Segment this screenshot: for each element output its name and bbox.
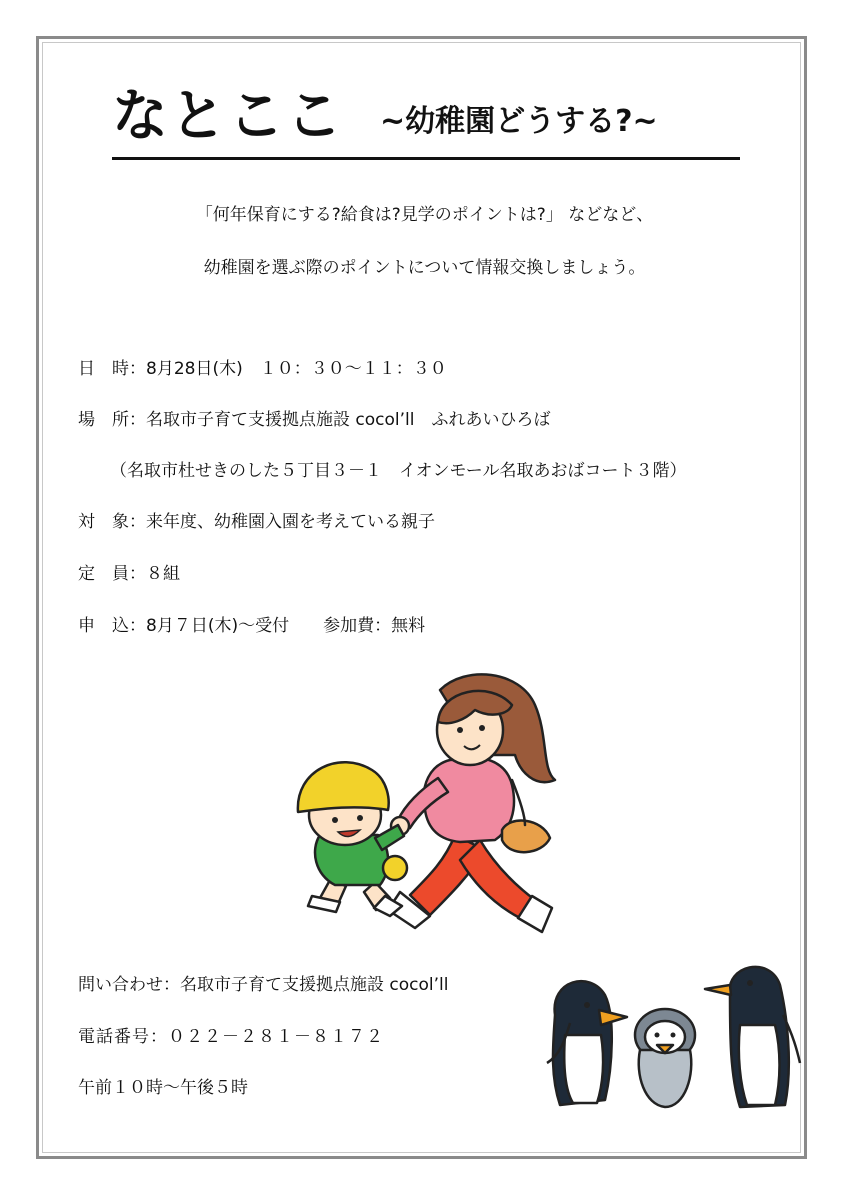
intro-line-1: 「何年保育にする?給食は?見学のポイントは?」 などなど、	[195, 205, 654, 225]
contact-hours: 午前１０時～午後５時	[78, 1078, 248, 1098]
mother-and-child-illustration	[280, 660, 570, 950]
intro-line-2: 幼稚園を選ぶ際のポイントについて情報交換しましょう。	[203, 258, 646, 278]
detail-capacity: 定 員：８組	[78, 564, 180, 584]
title-block	[112, 86, 740, 160]
detail-date: 日 時：8月28日(木) １０：３０～１１：３０	[78, 359, 447, 379]
contact-phone: 電話番号：０２２－２８１－８１７２	[78, 1027, 384, 1047]
contact-inquiry: 問い合わせ：名取市子育て支援拠点施設 cocol’ll	[78, 975, 449, 995]
detail-apply: 申 込：8月７日(木)～受付 参加費：無料	[78, 616, 426, 636]
page-title: なとここ	[112, 84, 344, 149]
detail-target: 対 象：来年度、幼稚園入園を考えている親子	[78, 512, 435, 532]
penguin-family-illustration	[535, 955, 805, 1120]
detail-place: 場 所：名取市子育て支援拠点施設 cocol’ll ふれあいひろば	[78, 410, 551, 430]
page-subtitle: ~幼稚園どうする?~	[380, 104, 658, 139]
detail-address: （名取市杜せきのした５丁目３－１ イオンモール名取あおばコート３階）	[110, 461, 687, 481]
